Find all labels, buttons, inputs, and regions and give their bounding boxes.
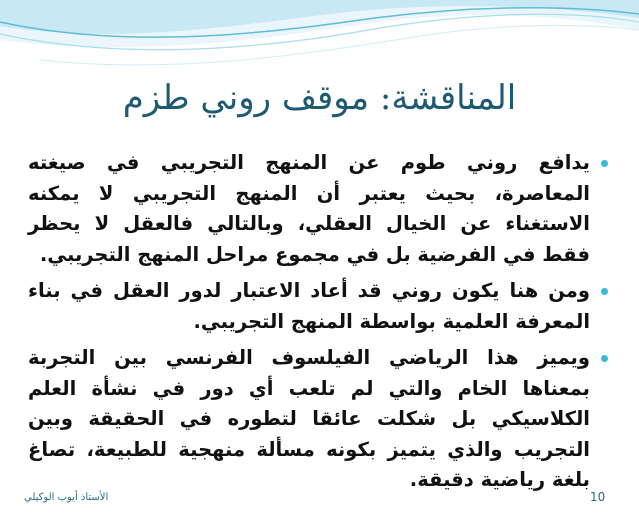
bullet-list: [28, 148, 610, 502]
footer-author: الأستاذ أيوب الوكيلي: [24, 492, 109, 503]
bullet-text: ومن هنا يكون روني قد أعاد الاعتبار لدور العقل في بناء المعرفة العلمية بواسطة المنهج التجريبي.: [28, 279, 590, 333]
bullet-dot-icon: [601, 288, 608, 295]
page-number: 10: [590, 490, 606, 504]
header-wave-decoration: [0, 0, 639, 80]
bullet-dot-icon: [601, 160, 608, 167]
bullet-item: [28, 343, 610, 496]
bullet-item: [28, 276, 610, 337]
bullet-text: يدافع روني طوم عن المنهج التجريبي في صيغته المعاصرة، بحيث يعتبر أن المنهج التجريبي لا يمكنه الاستغناء عن الخيال العقلي، وبالتالي فالعقل لا يحظر فقط في الفرضية بل في مجموع مراحل المنهج التجريبي.: [28, 151, 590, 266]
slide-title: المناقشة: موقف روني طزم: [122, 78, 517, 118]
bullet-dot-icon: [601, 355, 608, 362]
bullet-text: ويميز هذا الرياضي الفيلسوف الفرنسي بين التجربة بمعناها الخام والتي لم تلعب أي دور في نشأة العلم الكلاسيكي بل شكلت عائقا لتطوره في الحقيقة وبين التجريب والذي يتميز بكونه مسألة منهجية للطبيعة، تصاغ بلغة رياضية دقيقة.: [28, 346, 590, 491]
bullet-item: [28, 148, 610, 270]
